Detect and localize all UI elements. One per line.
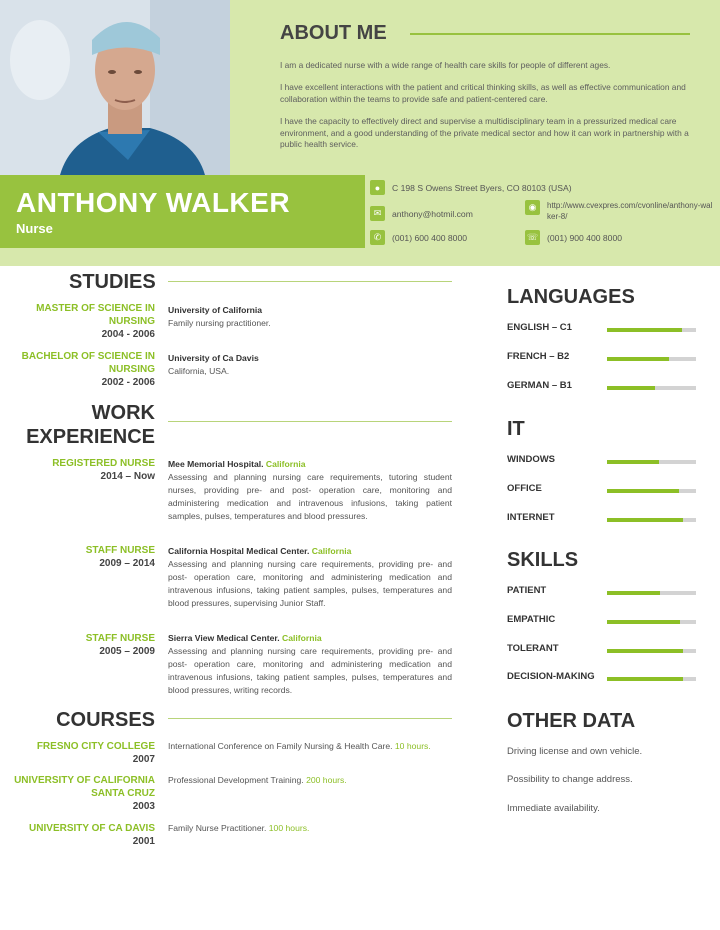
work-title-line1: WORK [91, 402, 155, 424]
language-label: GERMAN – B1 [507, 380, 572, 391]
profile-photo [0, 0, 230, 175]
study-degree-2 [5, 350, 155, 389]
skill-tolerant [507, 643, 697, 657]
about-title: ABOUT ME [280, 22, 387, 44]
job-title: STAFF NURSE [85, 633, 155, 644]
other-item-3: Immediate availability. [507, 803, 600, 814]
contact-website[interactable] [525, 200, 715, 222]
candidate-name: ANTHONY WALKER [16, 187, 291, 218]
study-degree-text: BACHELOR OF SCIENCE IN NURSING [21, 351, 155, 375]
it-office [507, 483, 697, 497]
course-year: 2001 [132, 836, 155, 847]
level-track [607, 591, 696, 595]
course-year: 2007 [132, 754, 155, 765]
level-fill [607, 357, 669, 361]
candidate-role: Nurse [16, 221, 53, 236]
job-description: Assessing and planning nursing care requirements, providing pre- and post- operation care, monitoring and administering medication and intravenous infusions, taking patient samples, pulses, temperatures and blood pressures, supervising Junior Staff. [168, 559, 452, 608]
it-windows [507, 454, 697, 468]
about-paragraph-2: I have excellent interactions with the patient and critical thinking skills, as well as effective communication and collaboration within the teams to provide safe and patient-centered care. [280, 82, 686, 104]
level-fill [607, 518, 683, 522]
job-detail-3 [168, 632, 452, 697]
work-title-line2: EXPERIENCE [26, 426, 155, 448]
phone1-text: (001) 600 400 8000 [392, 232, 468, 243]
study-detail-text: California, USA. [168, 366, 230, 376]
skill-label: TOLERANT [507, 643, 559, 654]
course-school-3 [5, 822, 155, 848]
level-fill [607, 489, 679, 493]
job-employer: California Hospital Medical Center. [168, 546, 310, 556]
study-school: University of Ca Davis [168, 353, 259, 363]
it-internet [507, 512, 697, 526]
study-degree-text: MASTER OF SCIENCE IN NURSING [36, 303, 155, 327]
job-position-3 [5, 632, 155, 658]
job-description: Assessing and planning nursing care requirements, tutoring student nurses, providing pre- and post- operation care, monitoring and administering medication and intravenous infusions, taking patient samples, pulses, temperatures and blood pressures. [168, 472, 452, 521]
job-employer: Sierra View Medical Center. [168, 633, 280, 643]
other-item-1: Driving license and own vehicle. [507, 746, 643, 757]
studies-title: STUDIES [69, 271, 156, 293]
course-hours: 100 hours. [268, 823, 310, 833]
it-title: IT [507, 418, 525, 440]
contact-phone-mobile [370, 230, 467, 245]
level-track [607, 677, 696, 681]
course-name: International Conference on Family Nursing & Health Care. [168, 741, 393, 751]
it-label: WINDOWS [507, 454, 556, 465]
level-fill [607, 620, 680, 624]
job-location: California [311, 546, 352, 556]
level-fill [607, 328, 682, 332]
job-employer: Mee Memorial Hospital. [168, 459, 264, 469]
language-french [507, 351, 697, 365]
study-dates: 2004 - 2006 [101, 329, 155, 340]
globe-icon: ◉ [525, 200, 540, 215]
study-detail-1 [168, 304, 452, 330]
languages-title: LANGUAGES [507, 286, 635, 308]
course-school-2 [5, 774, 155, 813]
level-track [607, 386, 696, 390]
level-track [607, 518, 696, 522]
work-divider [168, 421, 452, 422]
study-detail-text: Family nursing practitioner. [168, 318, 271, 328]
level-fill [607, 591, 660, 595]
other-item-2: Possibility to change address. [507, 774, 633, 785]
contact-address [370, 180, 572, 195]
job-position-1 [5, 457, 155, 483]
course-school-1 [5, 740, 155, 766]
email-link[interactable]: anthony@hotmil.com [392, 208, 473, 219]
skill-empathic [507, 614, 697, 628]
contact-phone-landline [525, 230, 622, 245]
course-school-text: UNIVERSITY OF CALIFORNIA SANTA CRUZ [14, 775, 155, 799]
about-divider [410, 33, 690, 35]
study-degree-1 [15, 302, 155, 341]
website-link[interactable]: http://www.cvexpres.com/cvonline/anthony-walker-8/ [547, 201, 713, 221]
it-label: OFFICE [507, 483, 542, 494]
job-location: California [282, 633, 322, 643]
telephone-icon: ☏ [525, 230, 540, 245]
skills-title: SKILLS [507, 549, 579, 571]
phone2-text: (001) 900 400 8000 [547, 232, 623, 243]
level-fill [607, 677, 683, 681]
skill-label: DECISION-MAKING [507, 671, 595, 682]
course-school-text: UNIVERSITY OF CA DAVIS [29, 823, 155, 834]
language-label: ENGLISH – C1 [507, 322, 572, 333]
study-school: University of California [168, 305, 263, 315]
level-track [607, 489, 696, 493]
course-detail-3 [168, 822, 452, 835]
level-track [607, 620, 696, 624]
skill-label: PATIENT [507, 585, 547, 596]
it-label: INTERNET [507, 512, 555, 523]
course-year: 2003 [132, 801, 155, 812]
job-location: California [265, 459, 306, 469]
work-title [26, 401, 155, 449]
job-title: STAFF NURSE [85, 545, 155, 556]
job-description: Assessing and planning nursing care requirements, providing pre- and post- operation care, monitoring and administering medication and intravenous infusions, taking patient samples, pulses, temperatures and blood pressures, writing records. [168, 646, 452, 695]
phone-icon: ✆ [370, 230, 385, 245]
level-fill [607, 386, 655, 390]
level-track [607, 460, 696, 464]
skill-label: EMPATHIC [507, 614, 556, 625]
other-data-title: OTHER DATA [507, 710, 636, 732]
course-hours: 200 hours. [306, 775, 347, 785]
job-dates: 2014 – Now [100, 471, 155, 482]
contact-email[interactable] [370, 206, 473, 221]
level-track [607, 649, 696, 653]
language-german [507, 380, 697, 394]
level-track [607, 357, 696, 361]
study-detail-2 [168, 352, 452, 378]
about-paragraph-1: I am a dedicated nurse with a wide range of health care skills for people of different ages. [280, 60, 611, 70]
nurse-photo-icon [0, 0, 230, 175]
course-detail-2 [168, 774, 452, 787]
job-title: REGISTERED NURSE [52, 458, 155, 469]
job-dates: 2009 – 2014 [99, 558, 155, 569]
skill-patient [507, 585, 697, 599]
job-detail-2 [168, 545, 452, 610]
course-name: Family Nurse Practitioner. [168, 823, 267, 833]
skill-decision-making [507, 671, 697, 685]
study-dates: 2002 - 2006 [101, 377, 155, 388]
job-detail-1 [168, 458, 452, 523]
job-position-2 [5, 544, 155, 570]
language-english [507, 322, 697, 336]
language-label: FRENCH – B2 [507, 351, 570, 362]
course-school-text: FRESNO CITY COLLEGE [36, 741, 155, 752]
header [0, 0, 720, 266]
envelope-icon: ✉ [370, 206, 385, 221]
courses-title: COURSES [56, 709, 155, 731]
name-band [0, 175, 365, 248]
location-pin-icon: ● [370, 180, 385, 195]
studies-divider [168, 281, 452, 282]
courses-divider [168, 718, 452, 719]
level-track [607, 328, 696, 332]
level-fill [607, 649, 683, 653]
course-detail-1 [168, 740, 452, 753]
address-text: C 198 S Owens Street Byers, CO 80103 (USA) [392, 182, 572, 193]
about-paragraph-3: I have the capacity to effectively direct and supervise a multidisciplinary team in a pressurized medical care environment, and a good understanding of the private medical sector and how it can work in partnership with a public health service. [280, 116, 689, 149]
level-fill [607, 460, 659, 464]
job-dates: 2005 – 2009 [99, 646, 155, 657]
course-name: Professional Development Training. [168, 775, 304, 785]
course-hours: 10 hours. [394, 741, 431, 751]
